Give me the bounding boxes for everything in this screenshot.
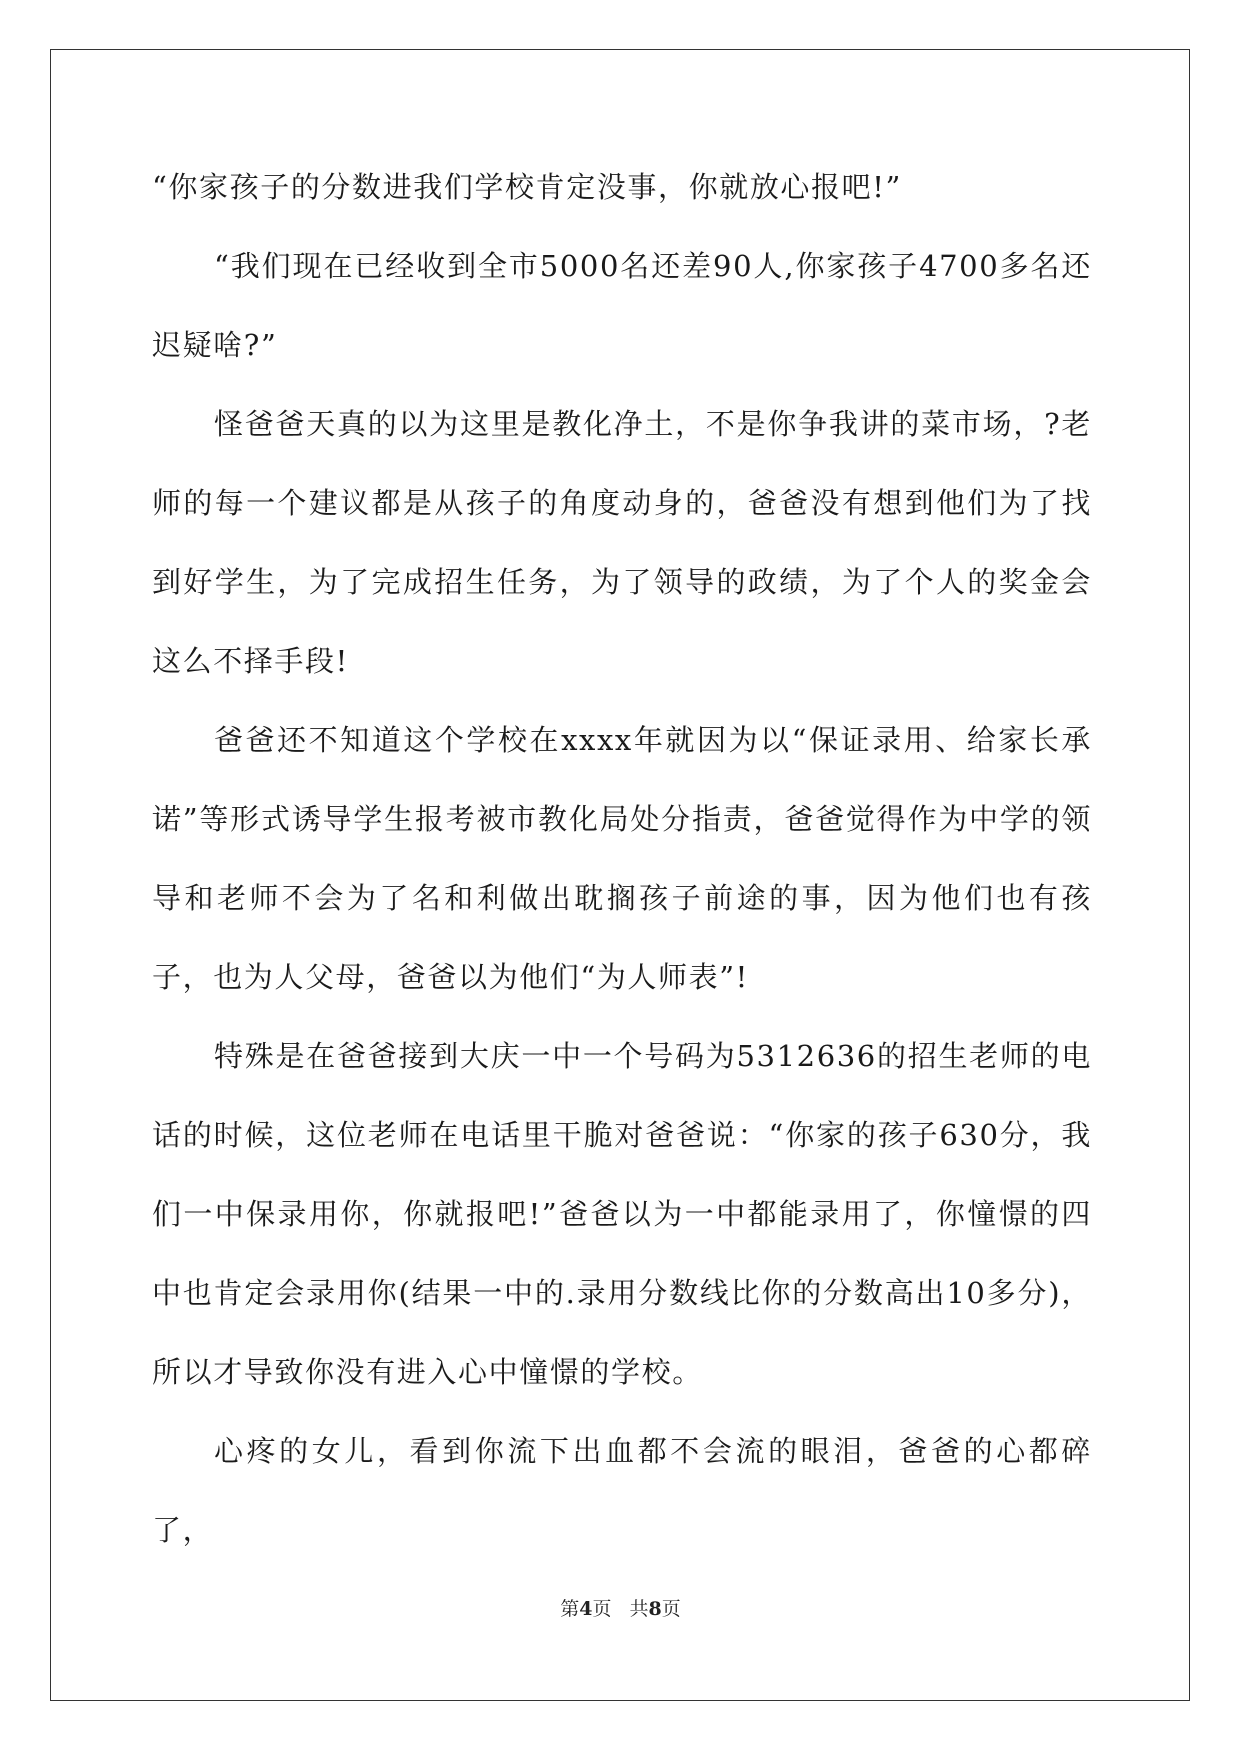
paragraph: 心疼的女儿，看到你流下出血都不会流的眼泪，爸爸的心都碎了，	[152, 1434, 1092, 1547]
page-footer	[0, 1594, 1241, 1621]
total-pages-unit: 页	[661, 1598, 681, 1620]
total-page-count: 8	[648, 1598, 662, 1620]
document-body	[152, 148, 1092, 1570]
total-pages-prefix: 共	[629, 1598, 649, 1620]
paragraph: “我们现在已经收到全市5000名还差90人,你家孩子4700多名还迟疑啥?”	[152, 249, 1092, 362]
paragraph: 怪爸爸天真的以为这里是教化净土，不是你争我讲的菜市场，?老师的每一个建议都是从孩子的角度动身的，爸爸没有想到他们为了找到好学生，为了完成招生任务，为了领导的政绩，为了个人的奖金会这么不择手段!	[152, 407, 1092, 678]
paragraph: 爸爸还不知道这个学校在xxxx年就因为以“保证录用、给家长承诺”等形式诱导学生报考被市教化局处分指责，爸爸觉得作为中学的领导和老师不会为了名和利做出耽搁孩子前途的事，因为他们也有孩子，也为人父母，爸爸以为他们“为人师表”!	[152, 723, 1092, 994]
paragraph: “你家孩子的分数进我们学校肯定没事，你就放心报吧!”	[152, 170, 902, 204]
current-page-number: 4	[579, 1598, 593, 1620]
page-number-prefix: 第	[560, 1598, 580, 1620]
paragraph: 特殊是在爸爸接到大庆一中一个号码为5312636的招生老师的电话的时候，这位老师在电话里干脆对爸爸说：“你家的孩子630分，我们一中保录用你，你就报吧!”爸爸以为一中都能录用了，你憧憬的四中也肯定会录用你(结果一中的.录用分数线比你的分数高出10多分)，所以才导致你没有进入心中憧憬的学校。	[152, 1039, 1092, 1389]
page-number-unit: 页	[592, 1598, 612, 1620]
